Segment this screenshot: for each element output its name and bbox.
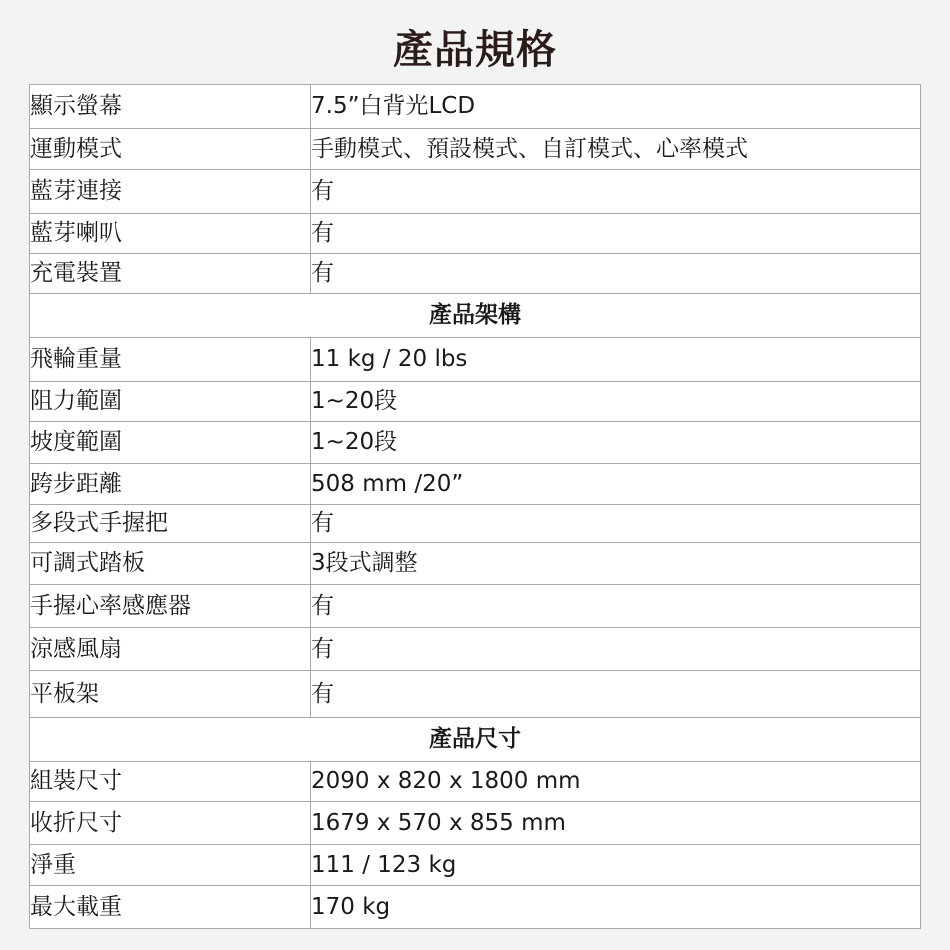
- spec-table: [29, 84, 921, 929]
- spec-label: 運動模式: [30, 129, 311, 170]
- section-header-dimensions: [30, 718, 921, 762]
- table-row: [30, 543, 921, 585]
- table-row: [30, 762, 921, 802]
- spec-label: 藍芽喇叭: [30, 214, 311, 254]
- spec-label: 組裝尺寸: [30, 762, 311, 802]
- table-row: [30, 845, 921, 886]
- spec-label: 可調式踏板: [30, 543, 311, 585]
- spec-label: 平板架: [30, 671, 311, 718]
- spec-value: 508 mm /20”: [311, 464, 921, 505]
- table-row: [30, 802, 921, 845]
- spec-value: 有: [311, 170, 921, 214]
- spec-label: 飛輪重量: [30, 338, 311, 382]
- spec-value: 170 kg: [311, 886, 921, 929]
- table-row: [30, 214, 921, 254]
- spec-value: 1~20段: [311, 422, 921, 464]
- spec-label: 多段式手握把: [30, 505, 311, 543]
- spec-value: 有: [311, 505, 921, 543]
- spec-label: 跨步距離: [30, 464, 311, 505]
- spec-label: 藍芽連接: [30, 170, 311, 214]
- section-heading: 產品架構: [30, 294, 921, 338]
- table-row: [30, 671, 921, 718]
- spec-value: 有: [311, 254, 921, 294]
- spec-label: 阻力範圍: [30, 382, 311, 422]
- table-row: [30, 628, 921, 671]
- table-row: [30, 585, 921, 628]
- spec-value: 3段式調整: [311, 543, 921, 585]
- spec-label: 充電裝置: [30, 254, 311, 294]
- table-row: [30, 505, 921, 543]
- table-row: [30, 382, 921, 422]
- spec-value: 有: [311, 628, 921, 671]
- spec-label: 顯示螢幕: [30, 85, 311, 129]
- spec-value: 2090 x 820 x 1800 mm: [311, 762, 921, 802]
- spec-value: 有: [311, 214, 921, 254]
- spec-value: 1~20段: [311, 382, 921, 422]
- spec-label: 收折尺寸: [30, 802, 311, 845]
- section-heading: 產品尺寸: [30, 718, 921, 762]
- table-row: [30, 129, 921, 170]
- table-row: [30, 338, 921, 382]
- section-header-structure: [30, 294, 921, 338]
- spec-label: 最大載重: [30, 886, 311, 929]
- spec-label: 淨重: [30, 845, 311, 886]
- table-row: [30, 85, 921, 129]
- spec-value: 有: [311, 671, 921, 718]
- table-row: [30, 886, 921, 929]
- spec-label: 涼感風扇: [30, 628, 311, 671]
- spec-label: 坡度範圍: [30, 422, 311, 464]
- table-row: [30, 464, 921, 505]
- spec-value: 11 kg / 20 lbs: [311, 338, 921, 382]
- table-row: [30, 254, 921, 294]
- spec-value: 手動模式、預設模式、自訂模式、心率模式: [311, 129, 921, 170]
- spec-value: 有: [311, 585, 921, 628]
- spec-value: 111 / 123 kg: [311, 845, 921, 886]
- spec-value: 1679 x 570 x 855 mm: [311, 802, 921, 845]
- table-row: [30, 422, 921, 464]
- spec-label: 手握心率感應器: [30, 585, 311, 628]
- page-title: 產品規格: [393, 27, 557, 73]
- spec-value: 7.5”白背光LCD: [311, 85, 921, 129]
- table-row: [30, 170, 921, 214]
